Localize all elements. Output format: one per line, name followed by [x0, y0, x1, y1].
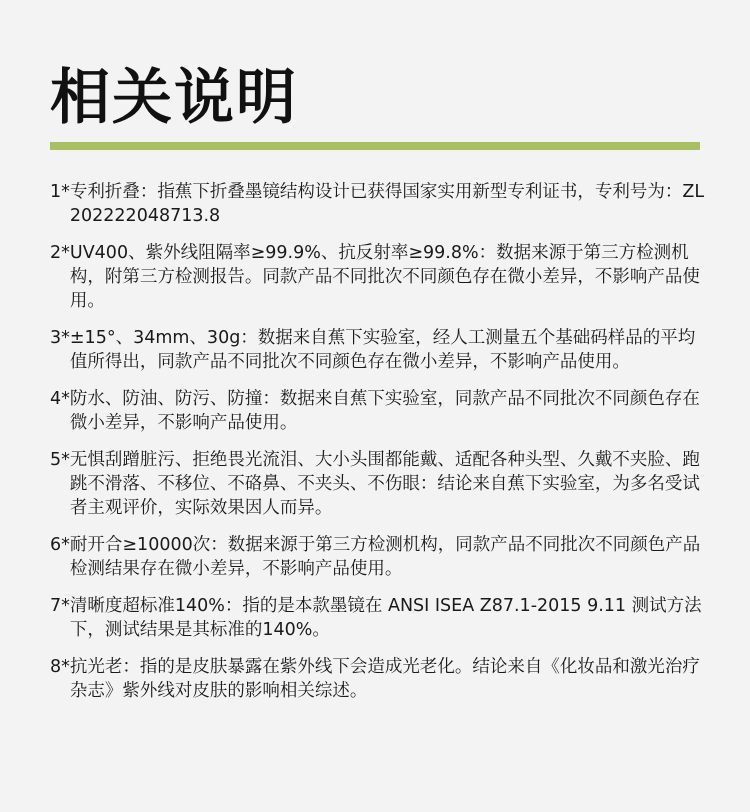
note-item [50, 387, 705, 435]
notes-list [50, 180, 705, 716]
note-number: 4* [50, 389, 70, 409]
note-item [50, 448, 705, 520]
note-number: 2* [50, 243, 70, 263]
note-text: UV400、紫外线阻隔率≥99.9%、抗反射率≥99.8%：数据来源于第三方检测机构，附第三方检测报告。同款产品不同批次不同颜色存在微小差异，不影响产品使用。 [69, 243, 700, 311]
note-text: 抗光老：指的是皮肤暴露在紫外线下会造成光老化。结论来自《化妆品和激光治疗杂志》紫外线对皮肤的影响相关综述。 [69, 657, 700, 701]
note-item [50, 655, 705, 703]
note-item [50, 326, 705, 374]
note-item [50, 594, 705, 642]
note-text: 清晰度超标准140%：指的是本款墨镜在 ANSI ISEA Z87.1-2015 9.11 测试方法下，测试结果是其标准的140%。 [69, 596, 702, 640]
note-text: 耐开合≥10000次：数据来源于第三方检测机构，同款产品不同批次不同颜色产品检测结果存在微小差异，不影响产品使用。 [69, 535, 701, 579]
note-text: 无惧刮蹭脏污、拒绝畏光流泪、大小头围都能戴、适配各种头型、久戴不夹脸、跑跳不滑落、不移位、不硌鼻、不夹头、不伤眼：结论来自蕉下实验室，为多名受试者主观评价，实际效果因人而异。 [69, 450, 700, 518]
page-title: 相关说明 [50, 63, 298, 133]
note-item [50, 533, 705, 581]
note-number: 6* [50, 535, 70, 555]
note-number: 3* [50, 328, 70, 348]
note-text: 防水、防油、防污、防撞：数据来自蕉下实验室，同款产品不同批次不同颜色存在微小差异，不影响产品使用。 [69, 389, 700, 433]
note-text: ±15°、34mm、30g：数据来自蕉下实验室，经人工测量五个基础码样品的平均值所得出，同款产品不同批次不同颜色存在微小差异，不影响产品使用。 [69, 328, 696, 372]
note-number: 8* [50, 657, 70, 677]
note-number: 1* [50, 182, 70, 202]
note-item [50, 241, 705, 313]
note-number: 7* [50, 596, 70, 616]
title-divider [50, 142, 700, 150]
note-item [50, 180, 705, 228]
note-text: 专利折叠：指蕉下折叠墨镜结构设计已获得国家实用新型专利证书，专利号为：ZL202222048713.8 [69, 182, 705, 226]
note-number: 5* [50, 450, 70, 470]
